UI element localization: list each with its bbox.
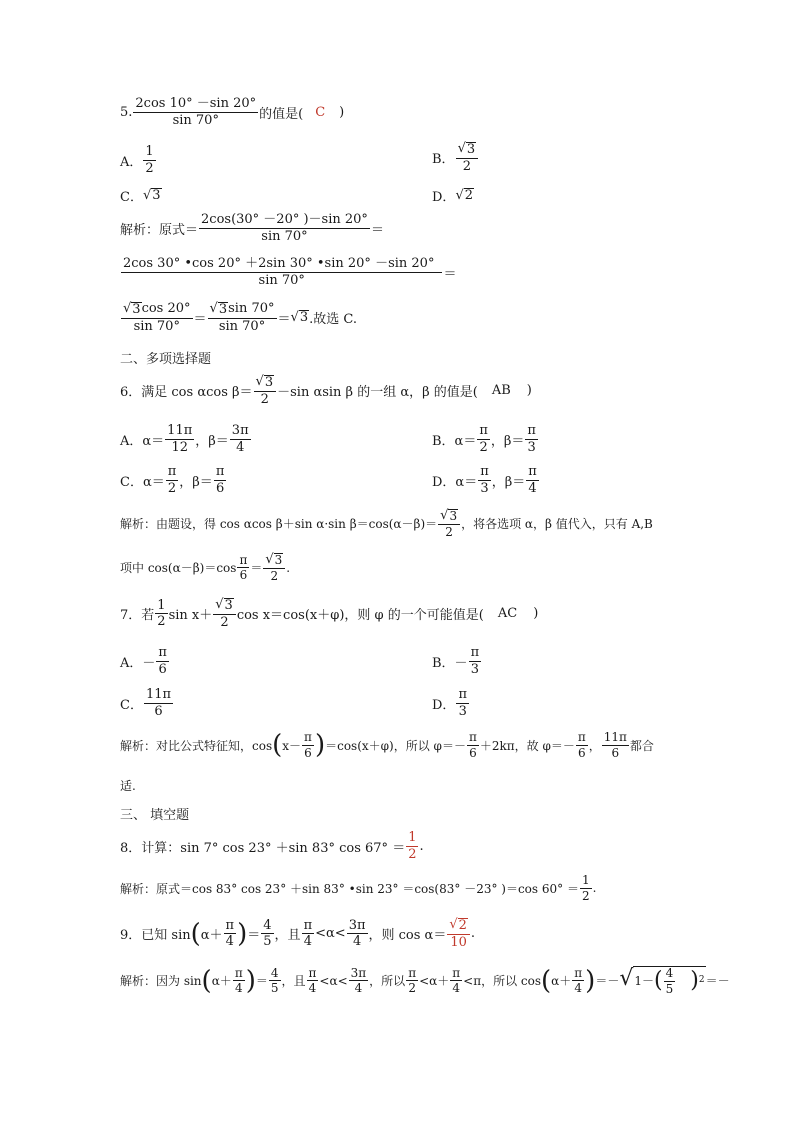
q5-fraction: $\frac{2\cos 10^\circ -\sin 20^\circ}{\sin 70^\circ}$ bbox=[135, 96, 257, 128]
q6-option-a: A．α＝ $\frac{11\pi}{12}$ ，β＝ $\frac{3\pi}{4}$ bbox=[120, 423, 249, 455]
q7-answer: AC bbox=[497, 606, 518, 622]
q5-solution-line-3: √ 3 cos 20° sin 70° ＝ √ 3 sin 70° sin 70° ＝ √ 3 .故选 C. bbox=[123, 301, 357, 335]
q6-option-c: C．α＝ $\frac{\pi}{2}$ ，β＝ $\frac{\pi}{6}$ bbox=[120, 464, 225, 496]
q7-option-d: D． $\frac{\pi}{3}$ bbox=[432, 687, 467, 719]
section-multiple-choice-heading: 二、多项选择题 bbox=[120, 352, 212, 367]
q6-stem: 6．满足 cos αcos β＝ √ 3 2 －sin αsin β 的一组 α，β 的值是( AB ) bbox=[120, 374, 532, 408]
q7-option-b: B．－ $\frac{\pi}{3}$ bbox=[432, 645, 480, 677]
q7-solution-line-1: 解析：对比公式特征知，cos ( x－ $\frac{\pi}{6}$ ) ＝cos(x＋φ)，所以 φ＝－ $\frac{\pi}{6}$ ＋2kπ，故 φ＝－ $\frac{\pi}{6}$ ， $\frac{11\pi}{6}$ 都合 bbox=[120, 730, 654, 761]
q5-option-b: B． √ 3 2 bbox=[432, 142, 479, 174]
q5-stem: 5. $\frac{2\cos 10^\circ -\sin 20^\circ}{\sin 70^\circ}$ 的值是( C ) bbox=[120, 96, 345, 128]
q7-option-c: C． $\frac{11\pi}{6}$ bbox=[120, 687, 172, 719]
q5-answer: C bbox=[315, 104, 326, 120]
q6-solution-line-2: 项中 cos(α－β)＝cos $\frac{\pi}{6}$ ＝ √ 3 2 . bbox=[120, 552, 291, 584]
q8-answer: $\frac{1}{2}$ bbox=[408, 830, 417, 862]
q8-stem: 8．计算：sin 7° cos 23° ＋sin 83° cos 67° ＝ $\frac{1}{2}$ . bbox=[120, 830, 424, 862]
q8-solution: 解析：原式＝cos 83° cos 23° ＋sin 83° •sin 23° ＝cos(83° －23° )＝cos 60° ＝ $\frac{1}{2}$ . bbox=[120, 873, 597, 903]
q5-number: 5. bbox=[120, 104, 133, 120]
q5-option-a: A． $\frac{1}{2}$ bbox=[120, 144, 154, 176]
q9-answer: √ 2 10 bbox=[447, 918, 470, 950]
q7-option-a: A．－ $\frac{\pi}{6}$ bbox=[120, 645, 167, 677]
q5-solution-line-1: 解析：原式＝ $\frac{2\cos(30^\circ -20^\circ )-\sin 20^\circ}{\sin 70^\circ}$ ＝ bbox=[120, 212, 384, 244]
q6-option-d: D．α＝ $\frac{\pi}{3}$ ，β＝ $\frac{\pi}{4}$ bbox=[432, 464, 537, 496]
q5-option-d: D． √ 2 bbox=[432, 187, 474, 205]
q6-option-b: B．α＝ $\frac{\pi}{2}$ ，β＝ $\frac{\pi}{3}$ bbox=[432, 423, 536, 455]
q5-option-c: C． √ 3 bbox=[120, 187, 161, 205]
q6-solution-line-1: 解析：由题设，得 cos αcos β＋sin α·sin β＝cos(α－β)＝ √ 3 2 ，将各选项 α，β 值代入，只有 A,B bbox=[120, 508, 653, 540]
q6-answer: AB bbox=[491, 383, 511, 399]
q9-solution: 解析：因为 sin ( α＋ $\frac{\pi}{4}$ ) ＝ $\frac{4}{5}$ ，且 $\frac{\pi}{4}$ <α< $\frac{3\pi}{4}$ ，所以 $\frac{\pi}{2}$ <α＋ $\frac{\pi}{4}$ <π，所以 cos ( α＋ $\frac{\pi}{4}$ ) ＝－ √ 1－ ( $\frac{4}{5}$ ) 2 ＝－ bbox=[120, 965, 730, 996]
sqrt-symbol: √ 2 bbox=[455, 187, 474, 203]
q7-solution-line-2: 适. bbox=[120, 779, 136, 793]
sqrt-symbol: √ 3 bbox=[142, 187, 161, 203]
q7-stem: 7．若 $\frac{1}{2}$ sin x＋ √ 3 2 cos x＝cos(x＋φ)，则 φ 的一个可能值是( AC ) bbox=[120, 597, 539, 631]
q9-stem: 9．已知 sin ( α＋ $\frac{\pi}{4}$ ) ＝ $\frac{4}{5}$ ，且 $\frac{\pi}{4}$ <α< $\frac{3\pi}{4}$ ，则 cos α＝ √ 2 10 . bbox=[120, 917, 476, 951]
section-fill-in-heading: 三、 填空题 bbox=[120, 808, 190, 823]
q5-solution-line-2: $\frac{2\cos 30^\circ •\cos 20^\circ +2\sin 30^\circ •\sin 20^\circ -\sin 20^\circ}{\sin 70^\circ}$ ＝ bbox=[123, 256, 457, 288]
